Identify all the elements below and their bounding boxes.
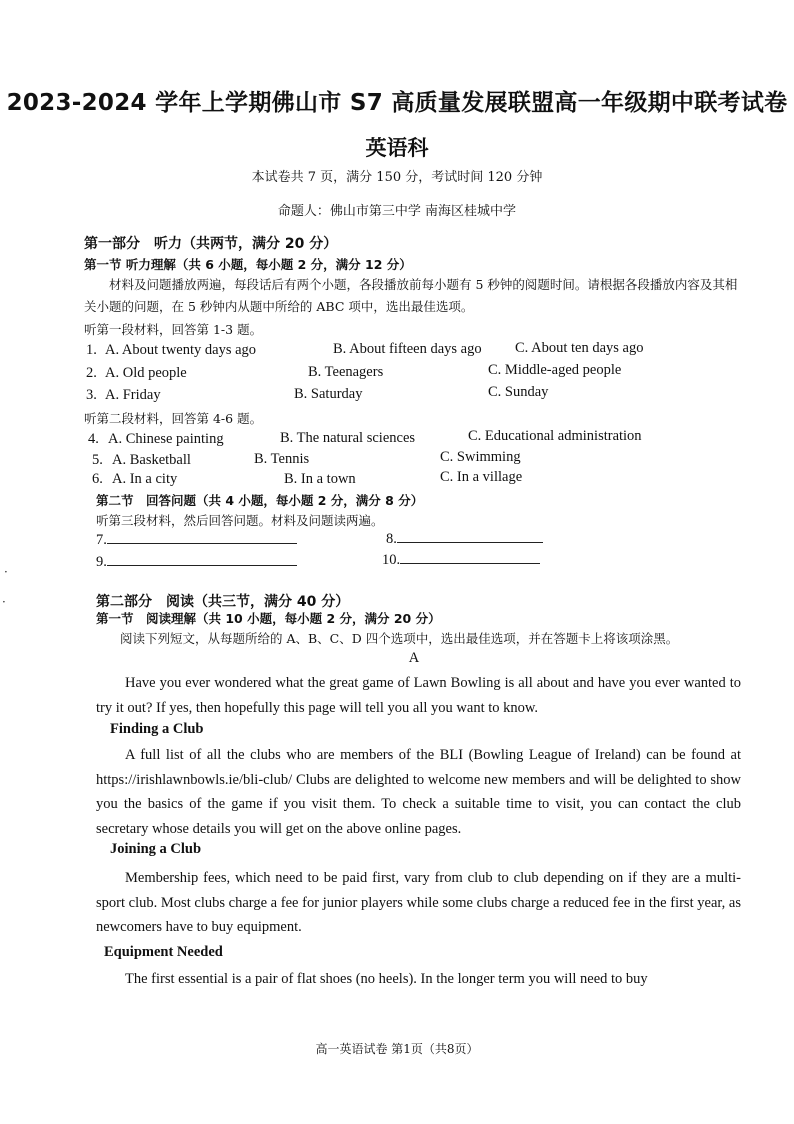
q3-number: 3. [86, 387, 97, 403]
q5-option-b: B. Tennis [254, 451, 310, 467]
page-footer: 高一英语试卷 第1页（共8页） [315, 1042, 479, 1056]
answer-number: 7. [96, 532, 107, 548]
q3-option-c: C. Sunday [488, 384, 549, 400]
q4-option-a: A. Chinese painting [108, 431, 224, 447]
answer-number: 8. [386, 531, 397, 547]
q6-option-c: C. In a village [440, 469, 523, 485]
q5-option-c: C. Swimming [440, 449, 521, 465]
margin-scan-mark: · [2, 595, 6, 609]
q5-number: 5. [92, 452, 103, 468]
q1-option-c: C. About ten days ago [515, 340, 644, 356]
exam-title: 2023-2024 学年上学期佛山市 S7 高质量发展联盟高一年级期中联考试卷 [6, 90, 788, 116]
q1-option-a: A. About twenty days ago [105, 342, 257, 358]
answer-line-10[interactable] [382, 551, 540, 569]
group1-prompt: 听第一段材料，回答第 1-3 题。 [84, 322, 263, 337]
part1-heading: 第一部分 听力（共两节，满分 20 分） [84, 236, 338, 252]
answer-number: 10. [382, 552, 401, 568]
passage-label: A [408, 650, 420, 666]
part1-section1-heading: 第一节 听力理解（共 6 小题，每小题 2 分，满分 12 分） [84, 257, 412, 272]
part1-section2-instructions: 听第三段材料，然后回答问题。材料及问题读两遍。 [96, 513, 384, 528]
answer-line-9[interactable] [96, 553, 297, 571]
part2-instructions: 阅读下列短文，从每题所给的 A、B、C、D 四个选项中，选出最佳选项，并在答题卡上将该项涂黑。 [120, 631, 679, 646]
answer-number: 9. [96, 554, 107, 570]
section-heading-finding-club: Finding a Club [110, 721, 204, 737]
subject-title: 英语科 [365, 136, 429, 160]
q6-option-a: A. In a city [112, 471, 178, 487]
exam-info: 本试卷共 7 页，满分 150 分，考试时间 120 分钟 [251, 170, 543, 185]
section-heading-equipment: Equipment Needed [104, 944, 223, 960]
part2-heading: 第二部分 阅读（共三节，满分 40 分） [96, 594, 350, 610]
q5-option-a: A. Basketball [112, 452, 191, 468]
q4-option-c: C. Educational administration [468, 428, 642, 444]
section-text-equipment: The first essential is a pair of flat shoes (no heels). In the longer term you will need to buy [125, 971, 648, 987]
q1-number: 1. [86, 342, 97, 358]
q6-option-b: B. In a town [284, 471, 356, 487]
q3-option-b: B. Saturday [294, 386, 363, 402]
exam-authors: 命题人：佛山市第三中学 南海区桂城中学 [277, 204, 517, 219]
q4-option-b: B. The natural sciences [280, 430, 416, 446]
passage-intro: Have you ever wondered what the great game of Lawn Bowling is all about and have you ever wanted to try it out? If yes, then hopefully this page will tell you all you want to know. [96, 675, 741, 716]
margin-scan-mark: · [4, 565, 8, 579]
answer-line-7[interactable] [96, 531, 297, 549]
section-heading-joining-club: Joining a Club [110, 841, 202, 857]
section-text-finding-club: A full list of all the clubs who are members of the BLI (Bowling League of Ireland) can be found at https://irishlawnbowls.ie/bli-club/ Clubs are delighted to welcome new members and will be delighted to show you the basics of the game if you visit them. To check a suitable time to visit, you can contact the club secretary whose details you will get on the above online pages. [96, 747, 741, 837]
part1-instructions: 材料及问题播放两遍，每段话后有两个小题，各段播放前每小题有 5 秒钟的阅题时间。请根据各段播放内容及其相关小题的问题，在 5 秒钟内从题中所给的 ABC 项中，选出最佳选项。 [84, 277, 738, 314]
answer-line-8[interactable] [386, 530, 543, 548]
q3-option-a: A. Friday [105, 387, 161, 403]
part2-section1-heading: 第一节 阅读理解（共 10 小题，每小题 2 分，满分 20 分） [96, 611, 441, 626]
section-text-joining-club: Membership fees, which need to be paid first, vary from club to club depending on if they are a multi-sport club. Most clubs charge a fee for junior players while some clubs charge a reduced fee in the first year, as newcomers have to buy equipment. [96, 870, 741, 936]
q4-number: 4. [88, 431, 99, 447]
group2-prompt: 听第二段材料，回答第 4-6 题。 [84, 411, 263, 426]
q2-option-c: C. Middle-aged people [488, 362, 622, 378]
part1-section2-heading: 第二节 回答问题（共 4 小题，每小题 2 分，满分 8 分） [96, 493, 424, 508]
q2-option-b: B. Teenagers [308, 364, 384, 380]
q6-number: 6. [92, 471, 103, 487]
q2-option-a: A. Old people [105, 365, 187, 381]
q2-number: 2. [86, 365, 97, 381]
q1-option-b: B. About fifteen days ago [333, 341, 482, 357]
